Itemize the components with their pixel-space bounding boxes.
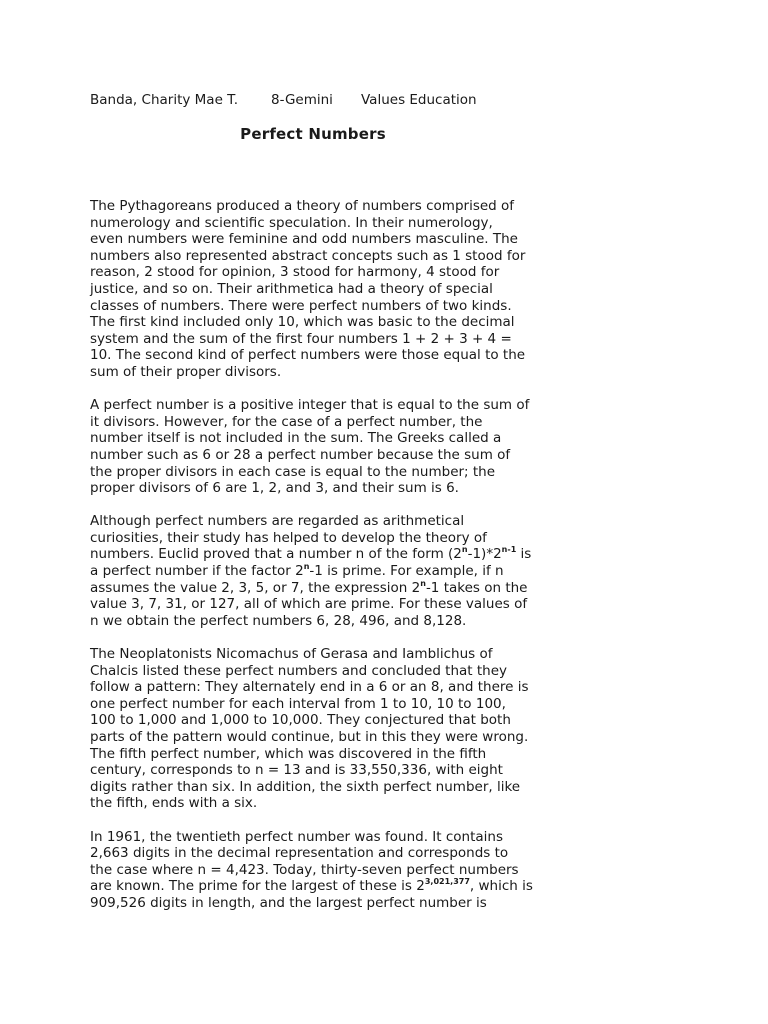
text-line: number such as 6 or 28 a perfect number because the sum of [90, 446, 511, 463]
text-line: digits rather than six. In addition, the sixth perfect number, like [90, 778, 521, 795]
text-line: 100 to 1,000 and 1,000 to 10,000. They conjectured that both [90, 712, 511, 729]
text-line: The Pythagoreans produced a theory of numbers comprised of [90, 198, 515, 214]
text-fragment: are known. The prime for the largest of these is 2 [90, 878, 425, 895]
text-line: one perfect number for each interval from 1 to 10, 10 to 100, [90, 695, 506, 712]
paragraph-euclid [90, 513, 550, 629]
text-line: 909,526 digits in length, and the largest perfect number is [90, 894, 487, 911]
text-fragment: a perfect number if the factor 2 [90, 563, 304, 580]
header-line [90, 91, 477, 109]
student-name: Banda, Charity Mae T. [90, 92, 239, 108]
text-line [90, 546, 550, 563]
document-body [90, 198, 550, 928]
text-line: The first kind included only 10, which was basic to the decimal [90, 314, 515, 331]
text-line: even numbers were feminine and odd numbers masculine. The [90, 231, 518, 248]
superscript: 3,021,377 [424, 877, 470, 887]
text-line: classes of numbers. There were perfect numbers of two kinds. [90, 297, 512, 314]
text-line: 2,663 digits in the decimal representation and corresponds to [90, 845, 509, 862]
superscript: n [461, 545, 468, 555]
superscript: n [420, 578, 426, 588]
text-fragment: assumes the value 2, 3, 5, or 7, the expression 2 [90, 579, 421, 596]
superscript: n-1 [501, 545, 517, 555]
document-title: Perfect Numbers [240, 125, 386, 143]
text-line: sum of their proper divisors. [90, 363, 282, 380]
text-fragment: is [516, 546, 532, 563]
text-fragment: , which is [469, 878, 533, 895]
text-line: parts of the pattern would continue, but in this they were wrong. [90, 729, 529, 745]
text-line [90, 563, 550, 580]
text-line: numerology and scientific speculation. In their numerology, [90, 214, 493, 231]
subject-name: Values Education [361, 92, 477, 108]
paragraph-neoplatonists [90, 646, 550, 812]
text-line: system and the sum of the first four numbers 1 + 2 + 3 + 4 = [90, 330, 512, 347]
text-line: In 1961, the twentieth perfect number was found. It contains [90, 828, 503, 845]
text-line: the case where n = 4,423. Today, thirty-seven perfect numbers [90, 861, 519, 878]
text-line: reason, 2 stood for opinion, 3 stood for harmony, 4 stood for [90, 264, 500, 281]
text-line: curiosities, their study has helped to develop the theory of [90, 529, 487, 546]
text-line: century, corresponds to n = 13 and is 33,550,336, with eight [90, 762, 503, 779]
text-line: number itself is not included in the sum. The Greeks called a [90, 430, 502, 447]
text-line: The Neoplatonists Nicomachus of Gerasa and Iamblichus of [90, 646, 493, 663]
text-line: the fifth, ends with a six. [90, 795, 258, 812]
text-line: numbers also represented abstract concepts such as 1 stood for [90, 247, 526, 264]
text-line: The fifth perfect number, which was discovered in the fifth [90, 745, 487, 762]
text-line: proper divisors of 6 are 1, 2, and 3, and their sum is 6. [90, 480, 459, 497]
paragraph-twentieth [90, 829, 550, 912]
class-section: 8-Gemini [271, 92, 333, 108]
text-line: it divisors. However, for the case of a perfect number, the [90, 413, 483, 430]
text-line: n we obtain the perfect numbers 6, 28, 496, and 8,128. [90, 612, 467, 629]
text-line: the proper divisors in each case is equal to the number; the [90, 463, 496, 480]
paragraph-pythagoreans [90, 198, 550, 381]
text-line: Chalcis listed these perfect numbers and concluded that they [90, 662, 508, 679]
paragraph-definition [90, 397, 550, 497]
text-line: 10. The second kind of perfect numbers were those equal to the [90, 347, 526, 364]
text-fragment: -1)*2 [467, 546, 502, 563]
text-fragment: -1 is prime. For example, if n [309, 563, 504, 580]
text-fragment: numbers. Euclid proved that a number n of the form (2 [90, 546, 462, 563]
text-line: justice, and so on. Their arithmetica had a theory of special [90, 280, 493, 297]
text-line: A perfect number is a positive integer that is equal to the sum of [90, 397, 530, 414]
text-line: Although perfect numbers are regarded as arithmetical [90, 513, 465, 530]
text-line [90, 878, 550, 895]
text-fragment: -1 takes on the [425, 579, 528, 596]
text-line: value 3, 7, 31, or 127, all of which are prime. For these values of [90, 596, 528, 613]
superscript: n [303, 562, 310, 572]
text-line: follow a pattern: They alternately end in a 6 or an 8, and there is [90, 679, 529, 696]
text-line [90, 580, 550, 597]
